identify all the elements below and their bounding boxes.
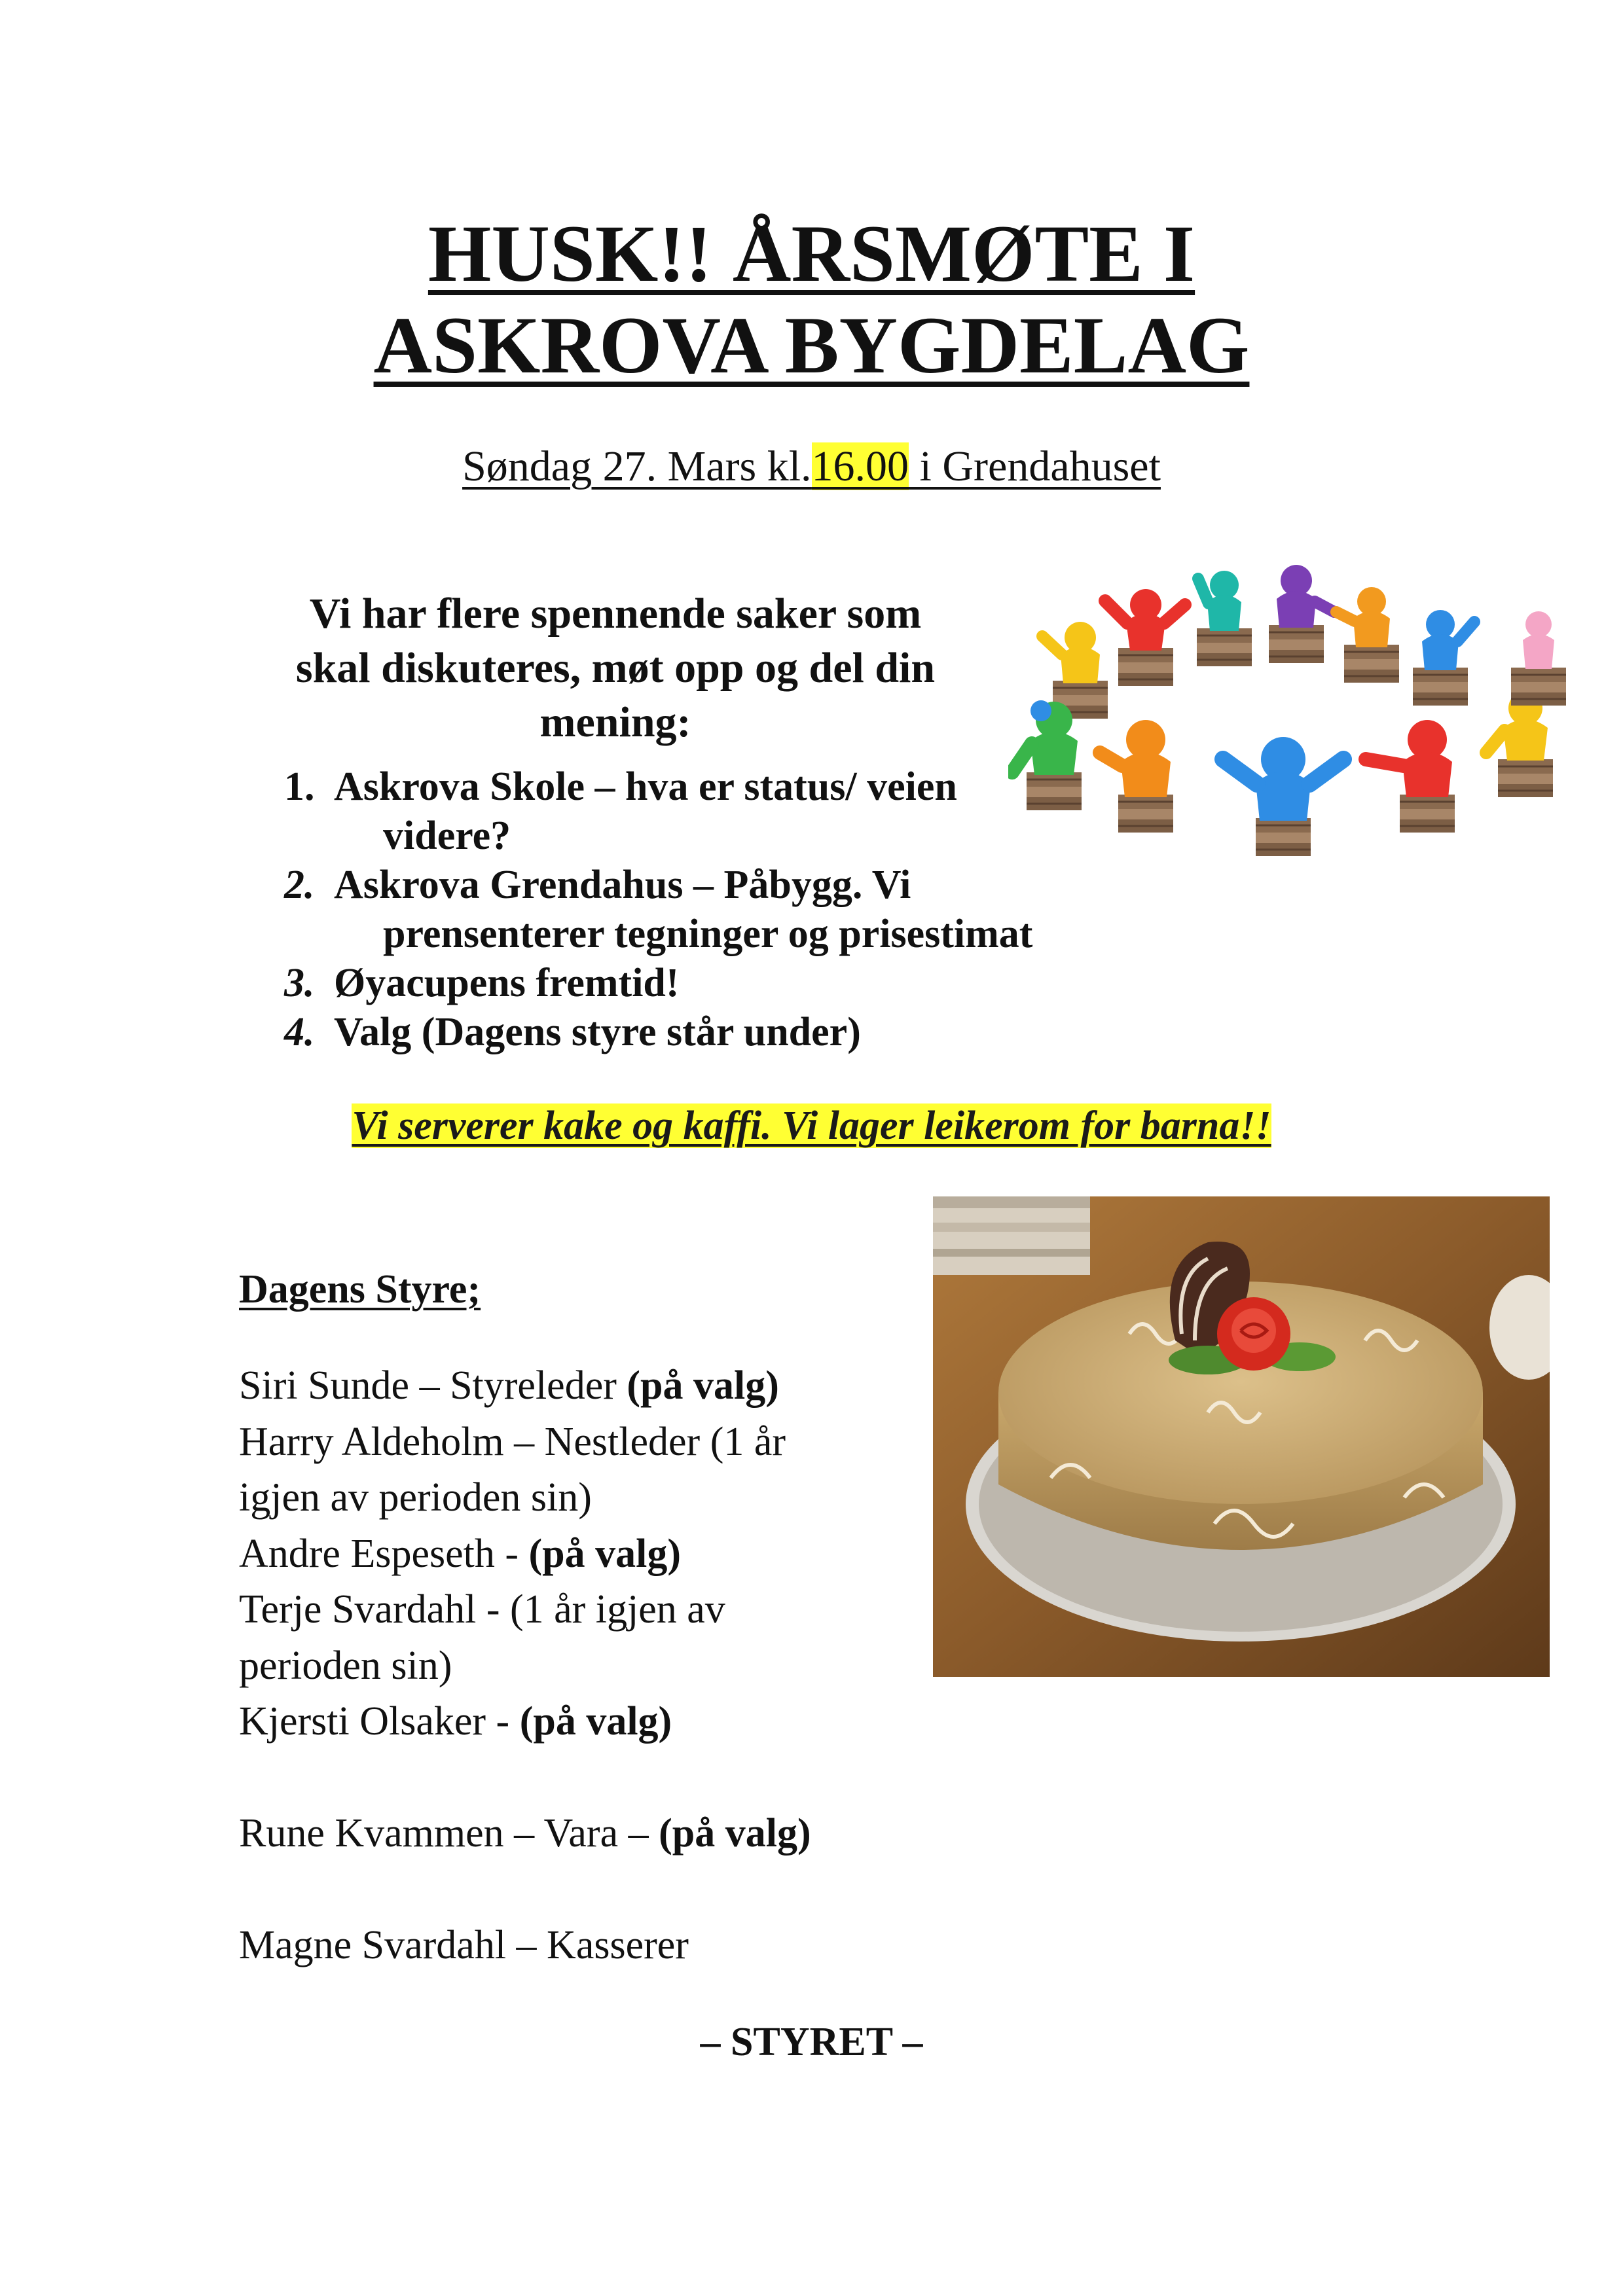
member-text: Magne Svardahl – Kasserer xyxy=(239,1923,689,1967)
board-member xyxy=(239,1582,894,1638)
agenda-item xyxy=(275,959,1126,1008)
member-text: Terje Svardahl - (1 år igjen av xyxy=(239,1587,725,1632)
intro-line: skal diskuteres, møt opp og del din xyxy=(295,644,936,692)
intro-line: mening: xyxy=(539,698,691,746)
agenda-text-continued: videre? xyxy=(383,814,511,858)
meeting-place: i Grendahuset xyxy=(909,442,1161,490)
board-member-continued xyxy=(239,1638,894,1695)
board-member xyxy=(239,1694,894,1750)
board-heading: Dagens Styre; xyxy=(239,1267,481,1312)
agenda-number: 1. xyxy=(284,764,315,809)
member-status: (på valg) xyxy=(627,1363,779,1408)
member-text: perioden sin) xyxy=(239,1643,452,1688)
meeting-time: 16.00 xyxy=(811,442,909,490)
agenda-text: Askrova Grendahus – Påbygg. Vi xyxy=(334,863,911,907)
title-line-2: ASKROVA BYGDELAG xyxy=(373,300,1250,390)
title-line-1: HUSK!! ÅRSMØTE I xyxy=(428,209,1195,298)
agenda-text: Askrova Skole – hva er status/ veien xyxy=(334,764,957,809)
intro-line: Vi har flere spennende saker som xyxy=(309,590,922,637)
cake-image xyxy=(933,1196,1550,1677)
agenda-list xyxy=(275,762,1126,1057)
meeting-details xyxy=(0,437,1623,496)
member-status: (på valg) xyxy=(528,1531,681,1576)
member-text: Rune Kvammen – Vara – xyxy=(239,1811,659,1856)
board-list xyxy=(239,1358,894,1974)
clay-figures-image xyxy=(1008,550,1584,864)
agenda-item xyxy=(275,861,1126,959)
agenda-text-continued: prensenterer tegninger og prisestimat xyxy=(383,912,1033,956)
board-member xyxy=(239,1414,894,1471)
member-status: (på valg) xyxy=(659,1811,811,1856)
board-vara xyxy=(239,1806,894,1862)
board-member xyxy=(239,1358,894,1414)
meeting-date: Søndag 27. Mars kl. xyxy=(462,442,812,490)
member-text: Siri Sunde – Styreleder xyxy=(239,1363,627,1408)
serving-note-text: Vi serverer kake og kaffi. Vi lager leikerom for barna!! xyxy=(352,1103,1271,1148)
agenda-item xyxy=(275,762,1126,861)
spacer xyxy=(239,1862,894,1918)
agenda-text: Øyacupens fremtid! xyxy=(334,961,680,1005)
spacer xyxy=(239,1750,894,1806)
signature: – STYRET – xyxy=(700,2020,923,2064)
member-text: igjen av perioden sin) xyxy=(239,1475,592,1520)
agenda-number: 2. xyxy=(284,863,315,907)
agenda-number: 3. xyxy=(284,961,315,1005)
member-text: Kjersti Olsaker - xyxy=(239,1699,520,1744)
serving-note xyxy=(0,1100,1623,1152)
member-text: Harry Aldeholm – Nestleder (1 år xyxy=(239,1419,786,1464)
agenda-item xyxy=(275,1008,1126,1057)
member-status: (på valg) xyxy=(519,1699,672,1744)
board-member xyxy=(239,1526,894,1583)
board-treasurer xyxy=(239,1918,894,1974)
agenda-text: Valg (Dagens styre står under) xyxy=(334,1010,861,1054)
agenda-number: 4. xyxy=(284,1010,315,1054)
member-text: Andre Espeseth - xyxy=(239,1531,529,1576)
intro-text xyxy=(242,586,989,749)
board-member-continued xyxy=(239,1470,894,1526)
